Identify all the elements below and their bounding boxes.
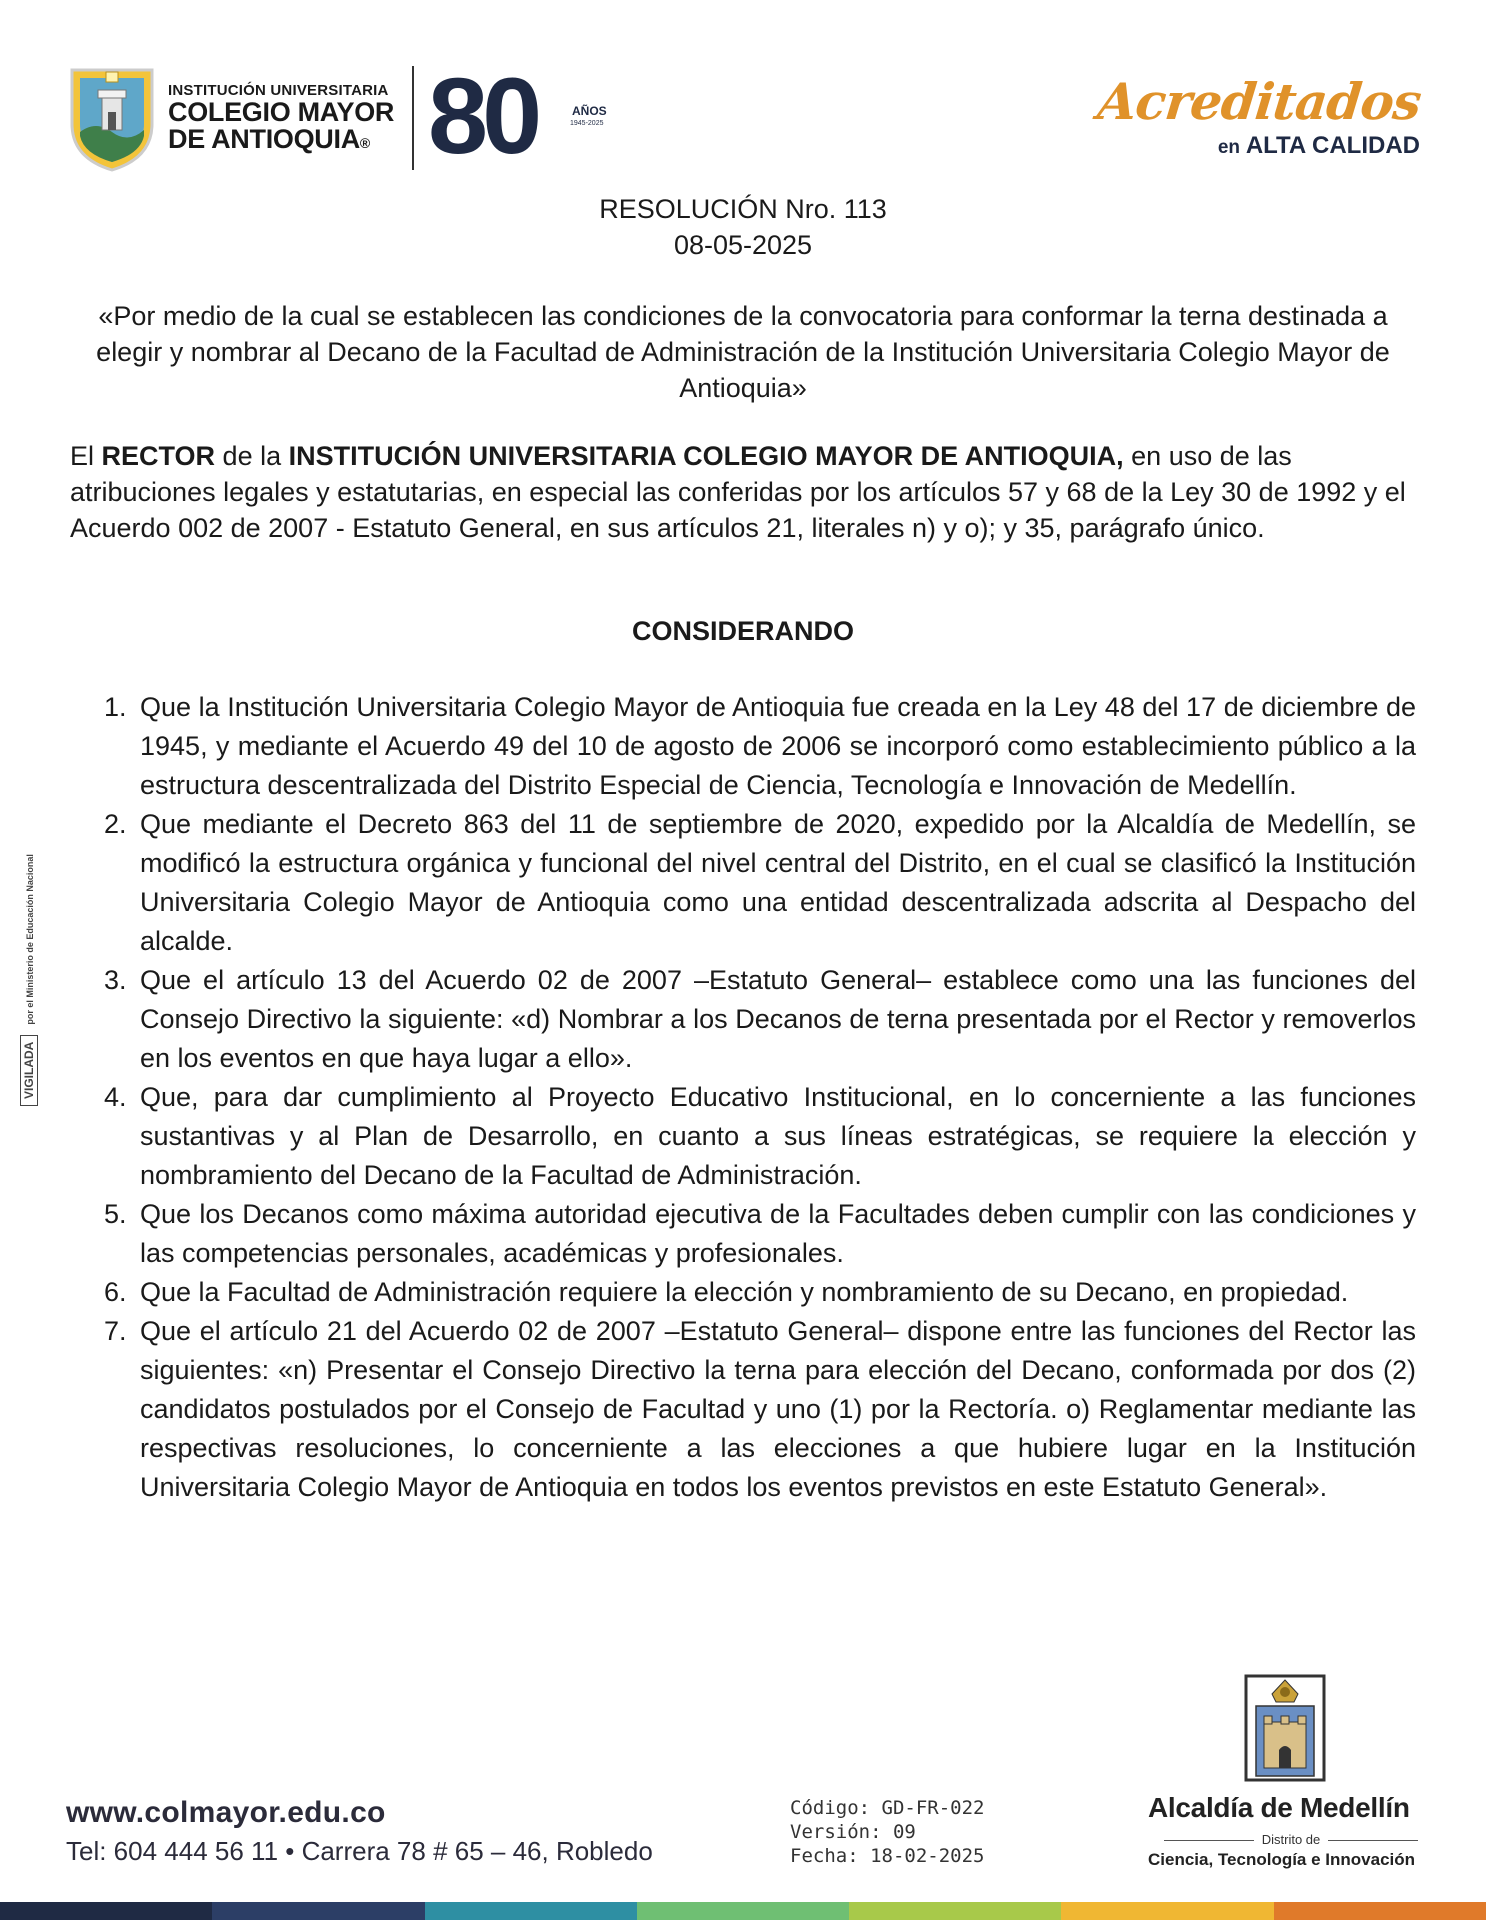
registered-mark: ® (359, 135, 370, 151)
institution-line3: DE ANTIOQUIA (168, 124, 360, 154)
color-segment (425, 1902, 637, 1920)
accreditation-script: Acreditados (1094, 72, 1424, 131)
accreditation-logo (1094, 72, 1424, 164)
intro-paragraph: El RECTOR de la INSTITUCIÓN UNIVERSITARIA COLEGIO MAYOR DE ANTIOQUIA, en uso de las atribuciones legales y estatutarias, en especial las conferidas por los artículos 57 y 68 de la Ley 30 de 1992 y el Acuerdo 002 de 2007 - Estatuto General, en sus artículos 21, literales n) y o); y 35, parágrafo único. (70, 441, 1406, 543)
color-segment (0, 1902, 212, 1920)
contact-info: Tel: 604 444 56 11 • Carrera 78 # 65 – 46, Robledo (66, 1836, 653, 1866)
rector-label: RECTOR (101, 441, 216, 471)
anniversary-logo (428, 55, 628, 176)
document-codes (790, 1796, 984, 1868)
fecha-text: Fecha: 18-02-2025 (790, 1845, 985, 1867)
anniversary-years: 1945-2025 (570, 120, 604, 127)
institution-line1: INSTITUCIÓN UNIVERSITARIA (168, 82, 389, 99)
version-text: Versión: 09 (790, 1821, 916, 1843)
anniversary-label: AÑOS (572, 104, 607, 118)
list-item: 1. Que la Institución Universitaria Colegio Mayor de Antioquia fue creada en la Ley 48 del 17 de diciembre de 1945, y mediante el Acuerdo 49 del 10 de agosto de 2006 se incorporó como establecimiento público a la estructura descentralizada del Distrito Especial de Ciencia, Tecnología e Innovación de Medellín. (104, 692, 1416, 800)
considerando-heading: CONSIDERANDO (631, 616, 854, 646)
considerando-list (104, 688, 1416, 1507)
institution-name (168, 82, 394, 157)
list-item: 3. Que el artículo 13 del Acuerdo 02 de 2007 –Estatuto General– establece como una las funciones del Consejo Directivo la siguiente: «d) Nombrar a los Decanos de terna presentada por el Rector y removerlos en los eventos en que haya lugar a ello». (104, 965, 1416, 1073)
ministry-label: por el Ministerio de Educación Nacional (25, 854, 35, 1025)
list-item: 7. Que el artículo 21 del Acuerdo 02 de 2007 –Estatuto General– dispone entre las funciones del Rector las siguientes: «n) Presentar el Consejo Directivo la terna para elección del Decano, conformada por dos (2) candidatos postulados por el Consejo de Facultad y uno (1) por la Rectoría. o) Reglamentar mediante las respectivas resoluciones, lo concerniente a las elecciones a que hubiere lugar en la Institución Universitaria Colegio Mayor de Antioquia en todos los eventos previstos en este Estatuto General». (104, 1316, 1416, 1502)
coat-of-arms-icon (1242, 1672, 1328, 1784)
institution-logo (66, 55, 607, 176)
vigilada-stamp (22, 806, 52, 1106)
footer-color-bar (0, 1902, 1486, 1920)
list-item: 5. Que los Decanos como máxima autoridad ejecutiva de la Facultades deben cumplir con las condiciones y las competencias personales, académicas y profesionales. (104, 1199, 1416, 1268)
color-segment (1274, 1902, 1486, 1920)
vigilada-label: VIGILADA (20, 1035, 38, 1106)
institution-line2: COLEGIO MAYOR (168, 97, 395, 127)
resolution-date: 08-05-2025 (673, 230, 813, 260)
alcaldia-name: Alcaldía de Medellín (1148, 1792, 1410, 1823)
alcaldia-distrito: Distrito de (1148, 1832, 1434, 1847)
color-segment (637, 1902, 849, 1920)
anniversary-number: 80 (428, 55, 537, 176)
website-link[interactable]: www.colmayor.edu.co (66, 1796, 386, 1829)
institution-label: INSTITUCIÓN UNIVERSITARIA COLEGIO MAYOR DE ANTIOQUIA, (288, 441, 1124, 471)
alcaldia-logo (1136, 1672, 1436, 1872)
list-item: 6. Que la Facultad de Administración requiere la elección y nombramiento de su Decano, en propiedad. (104, 1277, 1349, 1307)
resolution-title: RESOLUCIÓN Nro. 113 (599, 194, 887, 224)
color-segment (1061, 1902, 1273, 1920)
accreditation-sub: en ALTA CALIDAD (1217, 132, 1420, 159)
list-item: 4. Que, para dar cumplimiento al Proyecto Educativo Institucional, en lo concerniente a las funciones sustantivas y al Plan de Desarrollo, en cuanto a sus líneas estratégicas, se requiere la elección y nombramiento del Decano de la Facultad de Administración. (104, 1082, 1416, 1190)
color-segment (212, 1902, 424, 1920)
resolution-subject: «Por medio de la cual se establecen las condiciones de la convocatoria para conformar la terna destinada a elegir y nombrar al Decano de la Facultad de Administración de la Institución Universitaria Colegio Mayor de Antioquia» (96, 301, 1390, 403)
shield-icon (66, 62, 158, 172)
logo-divider (412, 66, 414, 170)
color-segment (849, 1902, 1061, 1920)
alcaldia-sub: Ciencia, Tecnología e Innovación (1148, 1850, 1416, 1869)
codigo-text: Código: GD-FR-022 (790, 1797, 985, 1819)
list-item: 2. Que mediante el Decreto 863 del 11 de septiembre de 2020, expedido por la Alcaldía de Medellín, se modificó la estructura orgánica y funcional del nivel central del Distrito, en el cual se clasificó la Institución Universitaria Colegio Mayor de Antioquia como una entidad descentralizada adscrita al Despacho del alcalde. (104, 809, 1416, 956)
